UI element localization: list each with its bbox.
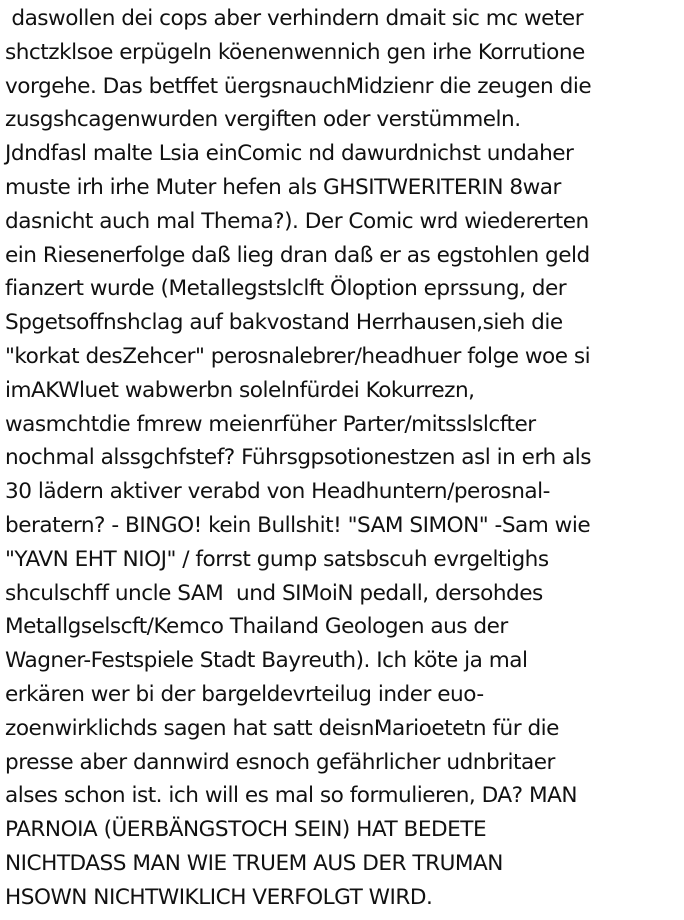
text-line: alses schon ist. ich will es mal so formulieren, DA? MAN <box>5 783 578 809</box>
text-line: daswollen dei cops aber verhindern dmait sic mc weter <box>5 6 584 31</box>
text-line: nochmal alssgchfstef? Führsgpsotionestzen asl in erh als <box>5 445 591 471</box>
text-line: shculschff uncle SAM und SIMoiN pedall, dersohdes <box>5 580 543 606</box>
text-line: Metallgselscft/Kemco Thailand Geologen aus der <box>5 614 508 640</box>
text-line: beratern? - BINGO! kein Bullshit! "SAM SIMON" -Sam wie <box>5 512 591 538</box>
text-line: imAKWluet wabwerbn solelnfürdei Kokurrezn, <box>5 377 475 403</box>
text-line: PARNOIA (ÜERBÄNGSTOCH SEIN) HAT BEDETE <box>5 817 487 843</box>
text-line: muste irh irhe Muter hefen als GHSITWERITERIN 8war <box>5 174 561 200</box>
text-line: NICHTDASS MAN WIE TRUEM AUS DER TRUMAN <box>5 850 503 876</box>
text-line: 30 lädern aktiver verabd von Headhuntern/perosnal- <box>5 479 550 505</box>
text-line: erkären wer bi der bargeldevrteilug inder euo- <box>5 681 484 707</box>
text-line: vorgehe. Das betffet üergsnauchMidzienr die zeugen die <box>5 73 592 99</box>
text-line: Spgetsoffnshclag auf bakvostand Herrhausen,sieh die <box>5 310 563 336</box>
text-line: zoenwirklichds sagen hat satt deisnMarioetetn für die <box>5 715 559 741</box>
text-line: presse aber dannwird esnoch gefährlicher udnbritaer <box>5 749 555 775</box>
text-line: ein Riesenerfolge daß lieg dran daß er as egstohlen geld <box>5 242 590 268</box>
text-line: wasmchtdie fmrew meienrfüher Parter/mitsslslcfter <box>5 411 536 437</box>
text-line: dasnicht auch mal Thema?). Der Comic wrd wiedererten <box>5 208 589 234</box>
text-line: "korkat desZehcer" perosnalebrer/headhuer folge woe si <box>5 343 591 369</box>
text-line: "YAVN EHT NIOJ" / forrst gump satsbscuh evrgeltighs <box>5 546 549 572</box>
text-line: zusgshcagenwurden vergiften oder verstümmeln. <box>5 107 521 133</box>
text-line: Wagner-Festspiele Stadt Bayreuth). Ich köte ja mal <box>5 648 528 674</box>
text-line: Jdndfasl malte Lsia einComic nd dawurdnichst undaher <box>5 141 574 167</box>
text-line: shctzklsoe erpügeln köenenwennich gen irhe Korrutione <box>5 39 585 65</box>
text-line: fianzert wurde (Metallegstslclft Öloption eprssung, der <box>5 276 567 302</box>
text-line: HSOWN NICHTWIKLICH VERFOLGT WIRD. <box>5 884 433 910</box>
document-body <box>5 2 683 915</box>
